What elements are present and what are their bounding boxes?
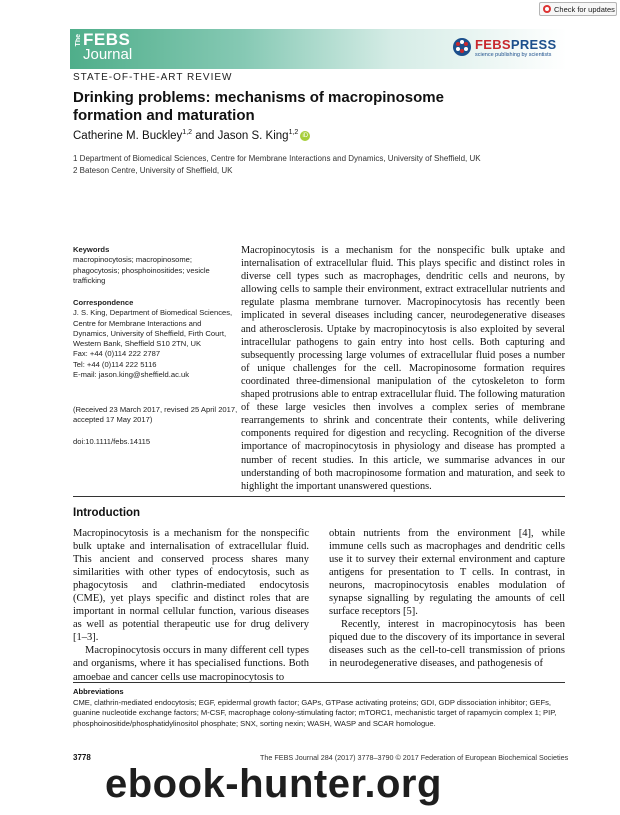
abbreviations-divider — [73, 682, 565, 683]
intro-right-column — [329, 527, 565, 671]
intro-paragraph-3: obtain nutrients from the environment [4], while immune cells such as macrophages and dendritic cells use it to survey their external environment and capture antigens for presentation to T cells. In contrast, in neurons, macropinocytosis enables modulation of synapse signalling by regulating the amounts of cell surface receptors [5]. — [329, 528, 565, 618]
press-name-febs: FEBS — [475, 37, 511, 52]
affiliation-2: 2 Bateson Centre, University of Sheffield, UK — [73, 166, 233, 175]
check-for-updates-label: Check for updates — [554, 4, 615, 14]
correspondence-block — [73, 298, 238, 380]
affiliation-1: 1 Department of Biomedical Sciences, Centre for Membrane Interactions and Dynamics, University of Sheffield, UK — [73, 154, 481, 163]
press-tagline: science publishing by scientists — [475, 52, 552, 58]
correspondence-heading: Correspondence — [73, 298, 134, 307]
doi-link[interactable]: doi:10.1111/febs.14115 — [73, 437, 151, 446]
correspondence-fax: Fax: +44 (0)114 222 2787 — [73, 349, 161, 359]
press-name-press: PRESS — [510, 37, 557, 52]
abstract-text: Macropinocytosis is a mechanism for the nonspecific bulk uptake and internalisation of extracellular fluid. This plays specific and distinct roles in diverse cell types such as macrophages, dendritic cells and neurons, by allowing cells to sample their environment, extract extracellular nutrients and regulate plasma membrane turnover. Macropinocytosis has recently been implicated in several diseases including cancer, neurodegenerative diseases and atherosclerosis. Uptake by macropinocytosis is also exploited by several intracellular pathogens to gain entry into host cells. Both capturing and subsequently processing large volumes of extracellular fluid poses a number of unique challenges for the cell. Macropinosome formation requires coordinated three-dimensional manipulation of the cytoskeleton to form shaped protrusions able to entrap extracellular fluid. The following maturation of these large vesicles then involves a complex series of membrane rearrangements to shrink and concentrate their contents, while delivering components required for digestion and recycling. Recognition of the diverse importance of macropinocytosis in physiology and disease has prompted a number of recent studies. In this article, we summarise advances in our understanding of both macropinosome formation and maturation, and seek to highlight the important unanswered questions. — [241, 245, 565, 492]
section-divider — [73, 496, 565, 497]
footer-citation: The FEBS Journal 284 (2017) 3778–3790 © 2017 Federation of European Biochemical Societies — [260, 753, 569, 762]
author-affil-2: 1,2 — [288, 129, 299, 136]
watermark-text: ebook-hunter.org — [105, 762, 442, 806]
received-dates: (Received 23 March 2017, revised 25 April 2017, accepted 17 May 2017) — [73, 405, 238, 425]
abbreviations-heading: Abbreviations — [73, 687, 124, 696]
febs-press-name — [475, 37, 556, 52]
introduction-heading: Introduction — [73, 507, 141, 519]
check-for-updates-button[interactable] — [539, 2, 617, 16]
author-line — [73, 129, 310, 142]
keywords-heading: Keywords — [73, 245, 110, 254]
febs-press-logo-icon — [452, 37, 472, 57]
logo-journal: Journal — [83, 46, 133, 63]
intro-paragraph-4: Recently, interest in macropinocytosis has been piqued due to the discovery of its importance in several diseases such as the cell-to-cell transmission of prions in neurodegenerative diseases, and pathogenesis of — [329, 619, 565, 670]
article-type: STATE-OF-THE-ART REVIEW — [73, 72, 233, 83]
logo-the: The — [75, 34, 82, 47]
keywords-text: macropinocytosis; macropinosome; phagocytosis; phosphoinositides; vesicle trafficking — [73, 255, 210, 285]
intro-paragraph-2: Macropinocytosis occurs in many different cell types and organisms, where it has specialised functions. Both amoebae and cancer cells use macropinocytosis to — [73, 645, 309, 683]
correspondence-email[interactable]: E-mail: jason.king@sheffield.ac.uk — [73, 370, 190, 380]
author-and: and — [192, 129, 218, 142]
keywords-block — [73, 245, 238, 286]
article-title: Drinking problems: mechanisms of macropinosome formation and maturation — [73, 89, 444, 124]
intro-left-column — [73, 527, 309, 684]
author-affil-1: 1,2 — [182, 129, 193, 136]
abbreviations-text: CME, clathrin-mediated endocytosis; EGF, epidermal growth factor; GAPs, GTPase activating proteins; GDI, GDP dissociation inhibitor; GEFs, guanine nucleotide exchange factors; M-CSF, macrophage colony-stimulating factor; mTORC1, mechanistic target of rapamycin complex 1; PIP, phosphoinositide/phosphatidylinositol phosphate; SNX, sorting nexin; WASH, WASP and SCAR homologue. — [73, 698, 557, 728]
correspondence-tel: Tel: +44 (0)114 222 5116 — [73, 359, 157, 369]
correspondence-address: J. S. King, Department of Biomedical Sciences, Centre for Membrane Interactions and Dynamics, University of Sheffield, Firth Court, Western Bank, Sheffield S10 2TN, UK — [73, 308, 233, 349]
author-buckley[interactable]: Catherine M. Buckley — [73, 129, 183, 142]
page-number: 3778 — [73, 753, 91, 762]
logo-febs: FEBS — [83, 30, 131, 49]
orcid-icon[interactable]: iD — [300, 131, 310, 141]
crossmark-icon — [543, 5, 551, 13]
intro-paragraph-1: Macropinocytosis is a mechanism for the nonspecific bulk uptake and internalisation of extracellular fluid. This ancient and conserved process shares many similarities with other types of endocytosis, such as phagocytosis and clathrin-mediated endocytosis (CME), yet plays specific and distinct roles that are important in normal cellular function, various diseases as well as potential therapeutic use for drug delivery [1–3]. — [73, 528, 309, 644]
author-king[interactable]: Jason S. King — [217, 129, 289, 142]
